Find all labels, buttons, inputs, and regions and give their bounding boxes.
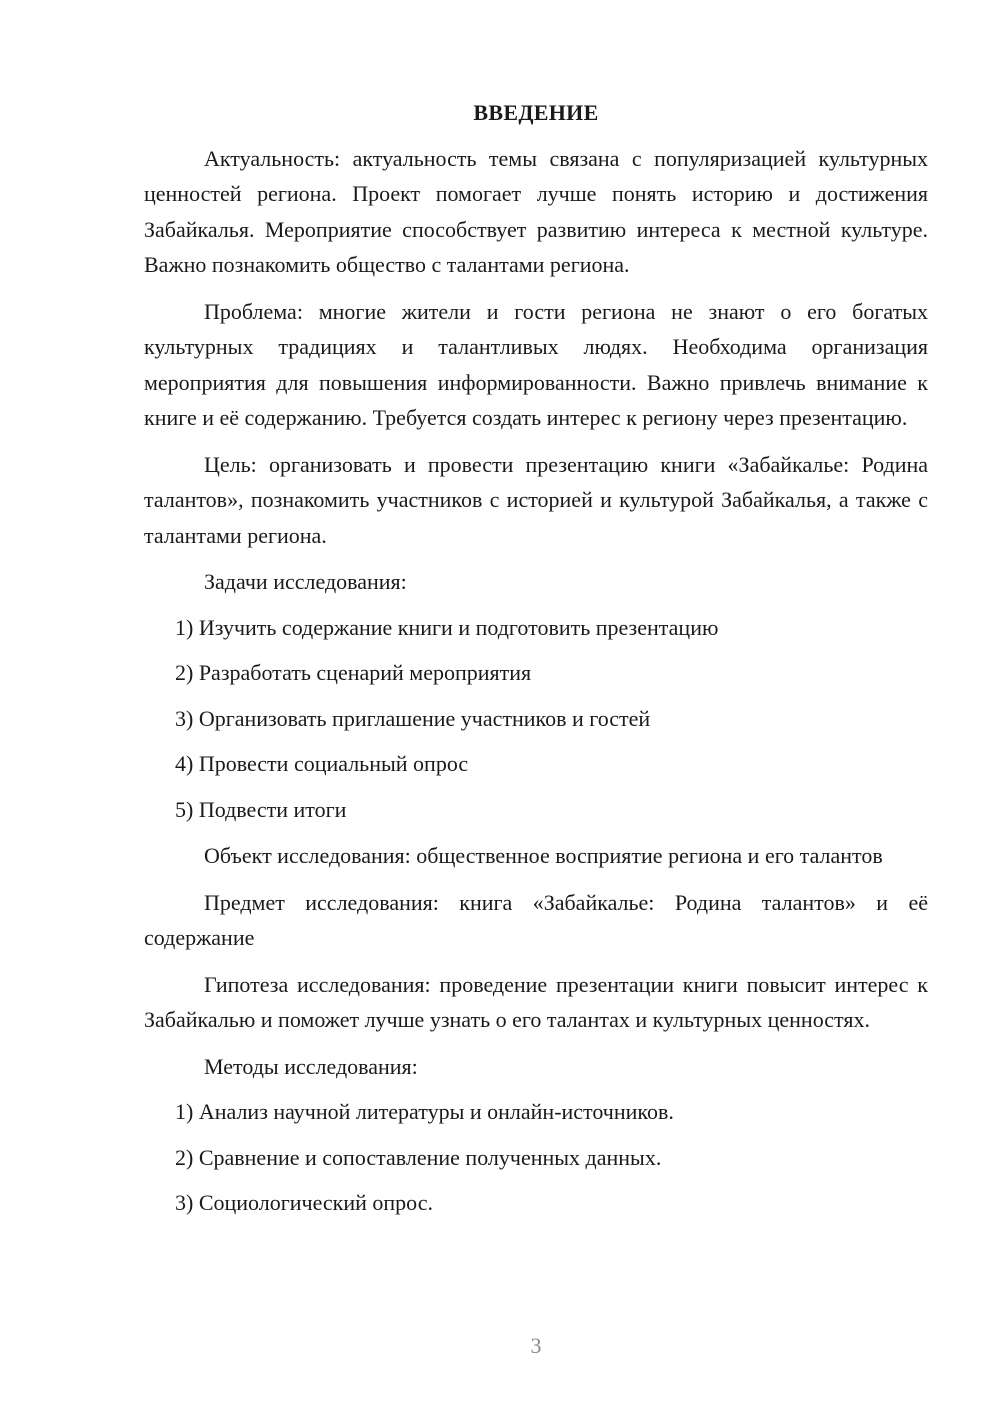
object-paragraph: Объект исследования: общественное восприятие региона и его талантов: [204, 843, 883, 868]
page-number: 3: [530, 1333, 542, 1358]
page-content: [144, 95, 928, 1232]
subject-paragraph: Предмет исследования: книга «Забайкалье: Родина талантов» и её содержание: [144, 889, 928, 950]
list-item: 2) Разработать сценарий мероприятия: [175, 660, 532, 685]
relevance-paragraph: Актуальность: актуальность темы связана с популяризацией культурных ценностей региона. Проект помогает лучше понять историю и достижения Забайкалья. Мероприятие способствует развитию интереса к местной культуре. Важно познакомить общество с талантами региона.: [144, 145, 928, 277]
page-title: ВВЕДЕНИЕ: [473, 100, 599, 125]
tasks-heading: Задачи исследования:: [204, 569, 407, 594]
list-item: 3) Социологический опрос.: [175, 1190, 433, 1215]
list-item: 4) Провести социальный опрос: [175, 751, 469, 776]
problem-paragraph: Проблема: многие жители и гости региона не знают о его богатых культурных традициях и талантливых людях. Необходима организация мероприятия для повышения информированности. Важно привлечь внимание к книге и её содержанию. Требуется создать интерес к региону через презентацию.: [144, 298, 928, 430]
methods-heading: Методы исследования:: [204, 1053, 418, 1079]
tasks-list: [144, 610, 928, 828]
list-item: 5) Подвести итоги: [175, 796, 347, 822]
list-item: 1) Анализ научной литературы и онлайн-источников.: [175, 1099, 674, 1124]
methods-list: [144, 1094, 928, 1221]
goal-paragraph: Цель: организовать и провести презентацию книги «Забайкалье: Родина талантов», познакомить участников с историей и культурой Забайкалья, а также с талантами региона.: [144, 451, 928, 548]
list-item: 2) Сравнение и сопоставление полученных данных.: [175, 1144, 662, 1170]
list-item: 1) Изучить содержание книги и подготовить презентацию: [175, 614, 719, 640]
list-item: 3) Организовать приглашение участников и гостей: [175, 705, 651, 731]
hypothesis-paragraph: Гипотеза исследования: проведение презентации книги повысит интерес к Забайкалью и поможет лучше узнать о его талантах и культурных ценностях.: [144, 971, 928, 1032]
